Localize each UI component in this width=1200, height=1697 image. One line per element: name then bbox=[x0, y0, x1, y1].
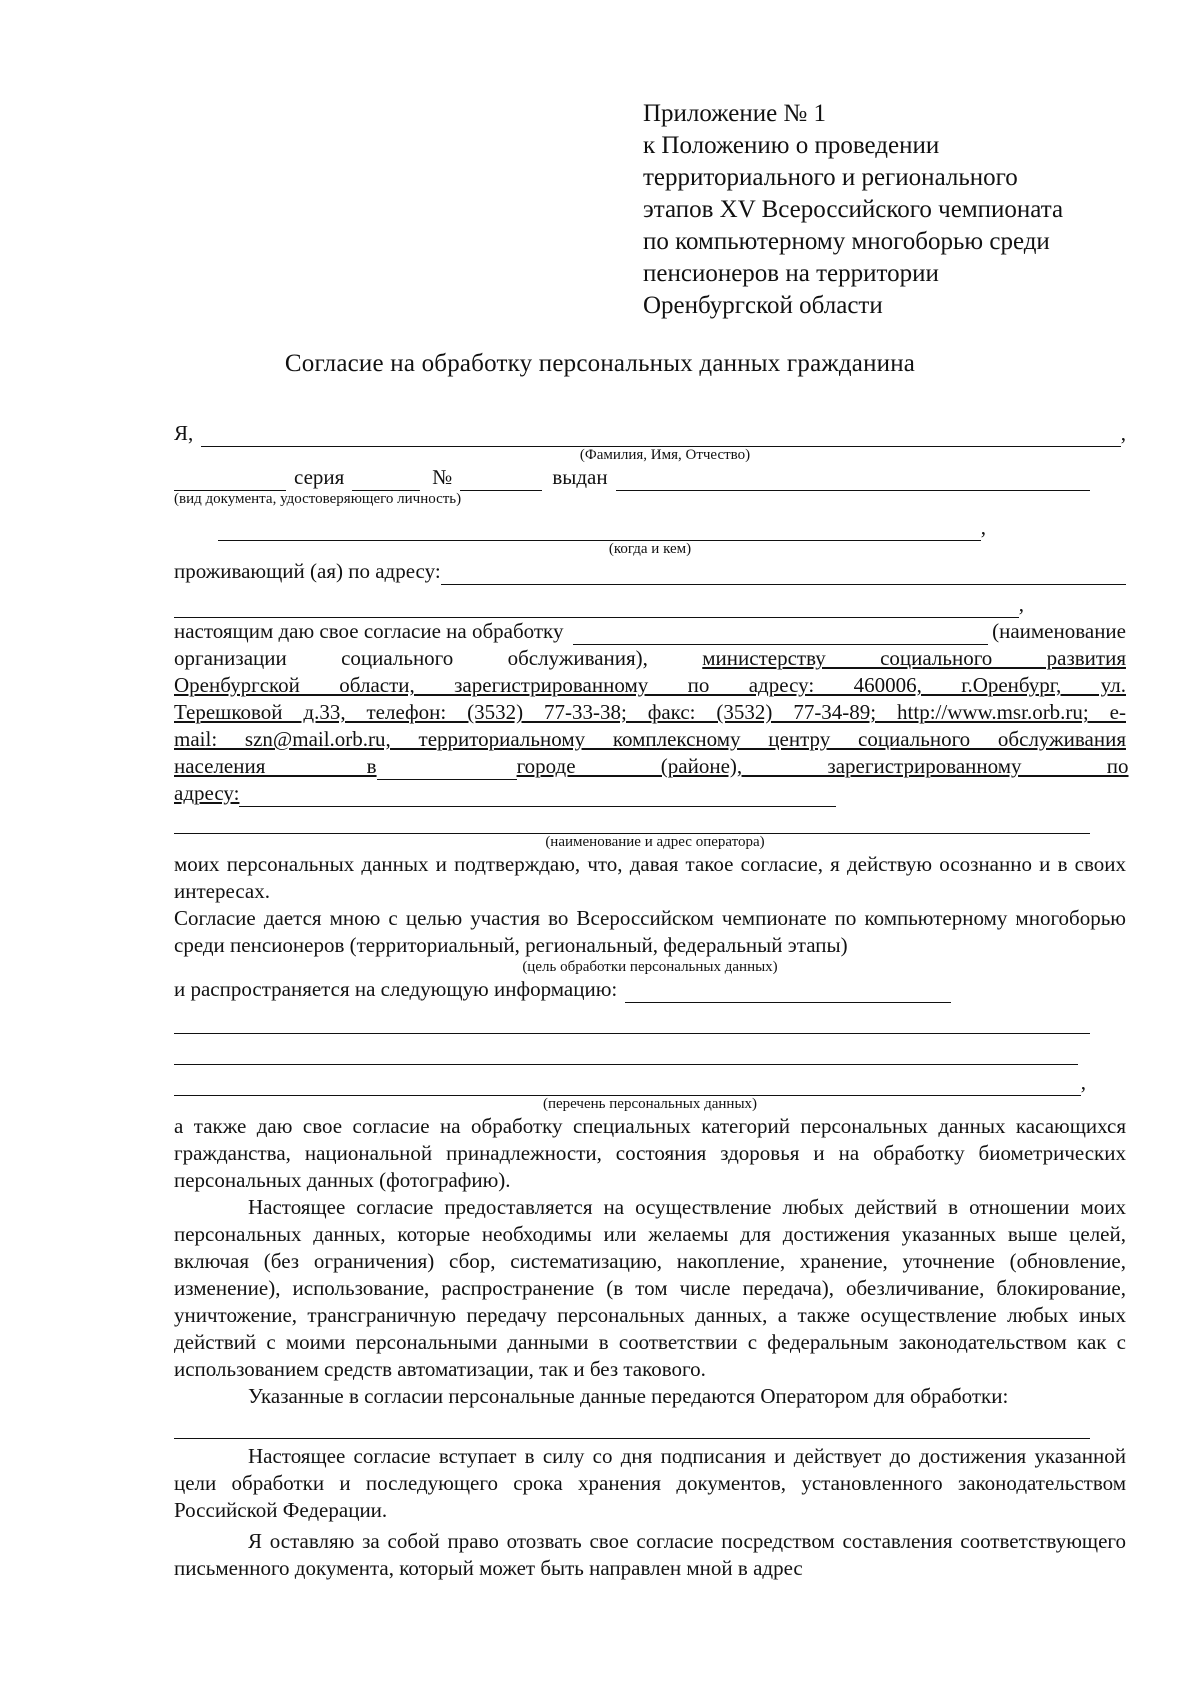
ya-label: Я, bbox=[174, 421, 194, 445]
info-row-2 bbox=[174, 1007, 1126, 1034]
info-field-2[interactable] bbox=[174, 1012, 1090, 1034]
address-label: проживающий (ая) по адресу: bbox=[174, 559, 441, 583]
revoke-paragraph: Я оставляю за собой право отозвать свое согласие посредством составления соответствующего письменного документа, который может быть направлен мной в адрес bbox=[174, 1529, 1126, 1580]
appendix-header bbox=[643, 98, 1163, 322]
actions-paragraph: Настоящее согласие предоставляется на осуществление любых действий в отношении моих персональных данных, которые необходимы или желаемы для достижения указанных выше целей, включая (без ограничения) сбор, систематизацию, накопление, хранение, уточнение (обновление, изменение), использование, распространение (в том числе передача), обезличивание, блокирование, уничтожение, трансграничную передачу персональных данных, а также осуществление любых иных действий с моими персональными данными в соответствии с федеральным законодательством как с использованием средств автоматизации, так и без такового. bbox=[174, 1195, 1126, 1381]
special-paragraph: а также даю свое согласие на обработку специальных категорий персональных данных касающихся гражданства, национальной принадлежности, состояния здоровья и на обработку биометрических персональных данных (фотографию). bbox=[174, 1114, 1126, 1192]
ministry-text: министерству социального развития bbox=[702, 646, 1126, 670]
form-body bbox=[174, 416, 1129, 1582]
address-field[interactable] bbox=[441, 563, 1126, 585]
comma: , bbox=[1080, 1070, 1086, 1094]
org-line: организации социального обслуживания), bbox=[174, 646, 648, 670]
ministry-line-1 bbox=[174, 645, 1126, 672]
appendix-line: Приложение № 1 bbox=[643, 100, 827, 127]
data-paragraph: моих персональных данных и подтверждаю, что, давая такое согласие, я действую осознанно и в своих интересах. bbox=[174, 852, 1126, 903]
doc-caption: (вид документа, удостоверяющего личность) bbox=[174, 491, 462, 507]
purpose-caption: (цель обработки персональных данных) bbox=[522, 959, 778, 975]
operator-caption: (наименование и адрес оператора) bbox=[545, 834, 765, 850]
consent-intro: настоящим даю свое согласие на обработку bbox=[174, 619, 564, 643]
info-row bbox=[174, 976, 1126, 1003]
address-word: адресу: bbox=[174, 781, 240, 805]
when-row bbox=[174, 514, 1126, 541]
organization-field[interactable] bbox=[573, 623, 988, 645]
info-label: и распространяется на следующую информацию: bbox=[174, 977, 618, 1001]
info-field[interactable] bbox=[625, 981, 951, 1003]
seria-field[interactable] bbox=[352, 469, 420, 491]
number-field[interactable] bbox=[460, 469, 542, 491]
operator-address-row bbox=[174, 780, 1126, 807]
document-row bbox=[174, 464, 1126, 491]
info-field-3[interactable] bbox=[174, 1043, 1078, 1065]
purpose-paragraph: Согласие дается мною с целью участия во Всероссийском чемпионате по компьютерному многоборью среди пенсионеров (территориальный, региональный, федеральный этапы) bbox=[174, 906, 1126, 957]
consent-intro-row bbox=[174, 618, 1126, 645]
appendix-line: пенсионеров на территории bbox=[643, 260, 939, 287]
comma: , bbox=[1018, 592, 1024, 616]
vydan-label: выдан bbox=[552, 465, 608, 489]
operator-row bbox=[174, 807, 1126, 834]
when-field[interactable] bbox=[218, 519, 981, 541]
when-caption: (когда и кем) bbox=[608, 541, 692, 557]
address-field-2[interactable] bbox=[174, 596, 1019, 618]
appendix-line: по компьютерному многоборью среди bbox=[643, 228, 1050, 255]
ministry-line-3: Терешковой д.33, телефон: (3532) 77-33-38; факс: (3532) 77-34-89; http://www.msr.orb.ru; e- bbox=[174, 700, 1126, 724]
document-title: Согласие на обработку персональных данных гражданина bbox=[284, 350, 916, 377]
appendix-line: территориального и регионального bbox=[643, 164, 1018, 191]
list-caption: (перечень персональных данных) bbox=[542, 1096, 758, 1112]
info-row-3 bbox=[174, 1038, 1126, 1065]
comma: , bbox=[1120, 421, 1126, 445]
ministry-line-5 bbox=[174, 753, 1129, 780]
ministry-text: населения в bbox=[174, 754, 377, 778]
fio-field[interactable] bbox=[201, 425, 1120, 447]
seria-label: серия bbox=[294, 465, 345, 489]
appendix-line: к Положению о проведении bbox=[643, 132, 940, 159]
number-label: № bbox=[432, 465, 453, 489]
city-field[interactable] bbox=[377, 758, 517, 780]
transfer-field[interactable] bbox=[174, 1417, 1090, 1439]
doc-type-field[interactable] bbox=[174, 469, 286, 491]
info-row-4 bbox=[174, 1069, 1126, 1096]
fio-caption: (Фамилия, Имя, Отчество) bbox=[579, 447, 751, 463]
ministry-line-2: Оренбургской области, зарегистрированному по адресу: 460006, г.Оренбург, ул. bbox=[174, 673, 1126, 697]
fio-row bbox=[174, 420, 1126, 447]
info-field-4[interactable] bbox=[174, 1074, 1081, 1096]
transfer-row bbox=[174, 1412, 1126, 1439]
comma: , bbox=[980, 515, 986, 539]
transfer-paragraph: Указанные в согласии персональные данные передаются Оператором для обработки: bbox=[248, 1384, 1009, 1408]
period-paragraph: Настоящее согласие вступает в силу со дня подписания и действует до достижения указанной цели обработки и последующего срока хранения документов, установленного законодательством Российской Федерации. bbox=[174, 1444, 1126, 1522]
address-row-2 bbox=[174, 591, 1126, 618]
ministry-text: городе (районе), зарегистрированному по bbox=[516, 754, 1129, 778]
appendix-line: Оренбургской области bbox=[643, 292, 883, 319]
operator-field[interactable] bbox=[174, 812, 1090, 834]
address-row bbox=[174, 558, 1126, 585]
name-paren: (наименование bbox=[992, 619, 1126, 643]
appendix-line: этапов XV Всероссийского чемпионата bbox=[643, 196, 1064, 223]
operator-address-field[interactable] bbox=[239, 785, 836, 807]
ministry-line-4: mail: szn@mail.orb.ru, территориальному комплексному центру социального обслуживания bbox=[174, 727, 1126, 751]
issued-field[interactable] bbox=[616, 469, 1090, 491]
